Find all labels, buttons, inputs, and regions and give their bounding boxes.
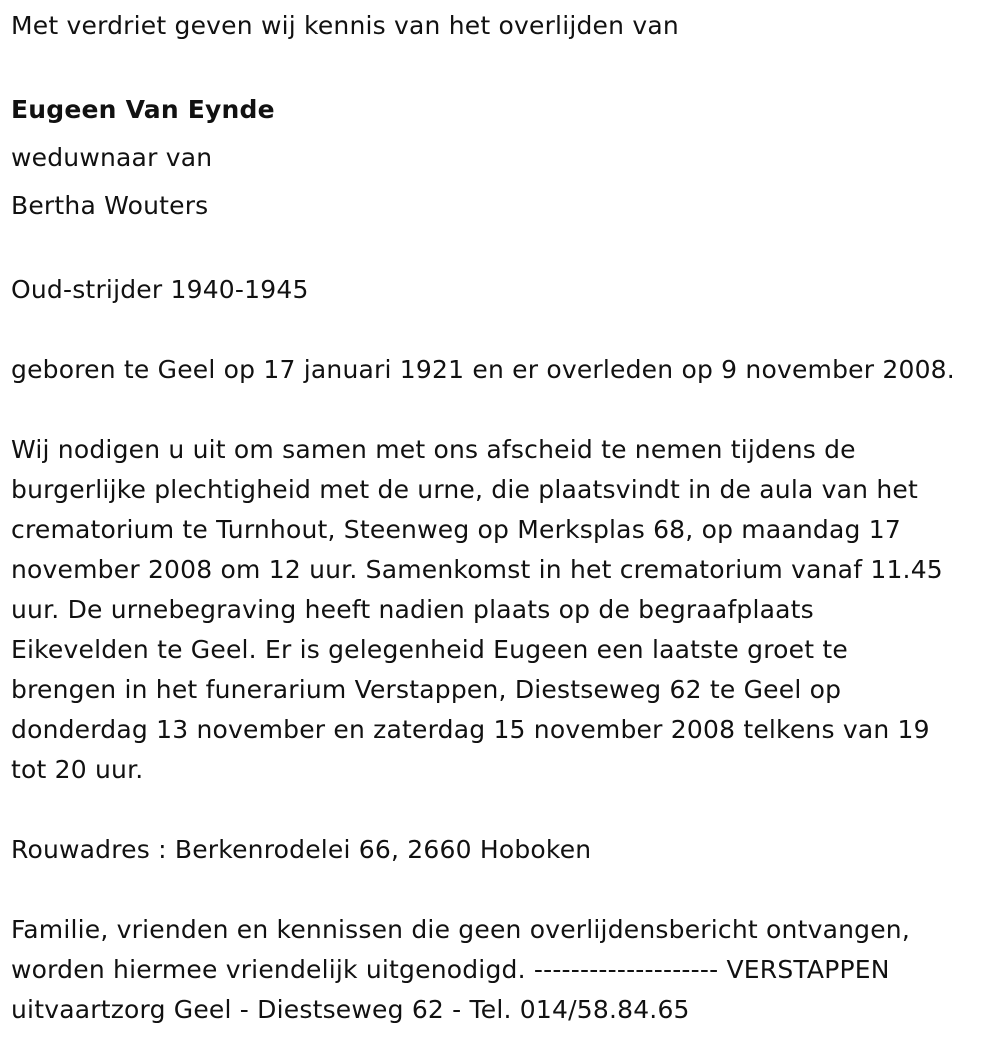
veteran-text: Oud-strijder 1940-1945 xyxy=(11,275,309,304)
relation-text: weduwnaar van xyxy=(11,143,213,172)
spacer xyxy=(11,310,989,350)
birth-death-text: geboren te Geel op 17 januari 1921 en er overleden op 9 november 2008. xyxy=(11,355,955,384)
ceremony-line: Eikevelden te Geel. Er is gelegenheid Eugeen een laatste groet te xyxy=(11,635,848,664)
closing-line: uitvaartzorg Geel - Diestseweg 62 - Tel. 014/58.84.65 xyxy=(11,995,690,1024)
ceremony-line: burgerlijke plechtigheid met de urne, die plaatsvindt in de aula van het xyxy=(11,475,918,504)
closing-paragraph xyxy=(11,910,989,1030)
ceremony-paragraph xyxy=(11,430,989,790)
spacer xyxy=(11,870,989,910)
spacer xyxy=(11,230,989,270)
ceremony-line: crematorium te Turnhout, Steenweg op Merksplas 68, op maandag 17 xyxy=(11,515,901,544)
spacer xyxy=(11,390,989,430)
ceremony-line: brengen in het funerarium Verstappen, Diestseweg 62 te Geel op xyxy=(11,675,842,704)
ceremony-line: tot 20 uur. xyxy=(11,755,144,784)
ceremony-line: november 2008 om 12 uur. Samenkomst in het crematorium vanaf 11.45 xyxy=(11,555,943,584)
closing-line: Familie, vrienden en kennissen die geen overlijdensbericht ontvangen, xyxy=(11,915,910,944)
mourning-address: Rouwadres : Berkenrodelei 66, 2660 Hoboken xyxy=(11,835,592,864)
ceremony-line: Wij nodigen u uit om samen met ons afscheid te nemen tijdens de xyxy=(11,435,856,464)
spacer xyxy=(11,790,989,830)
ceremony-line: uur. De urnebegraving heeft nadien plaats op de begraafplaats xyxy=(11,595,814,624)
intro-text: Met verdriet geven wij kennis van het overlijden van xyxy=(11,11,679,40)
closing-line: worden hiermee vriendelijk uitgenodigd. -------------------- VERSTAPPEN xyxy=(11,955,890,984)
ceremony-line: donderdag 13 november en zaterdag 15 november 2008 telkens van 19 xyxy=(11,715,930,744)
spouse-name: Bertha Wouters xyxy=(11,191,209,220)
spacer xyxy=(11,46,989,86)
deceased-name: Eugeen Van Eynde xyxy=(11,95,275,124)
obituary-notice xyxy=(11,6,989,1030)
